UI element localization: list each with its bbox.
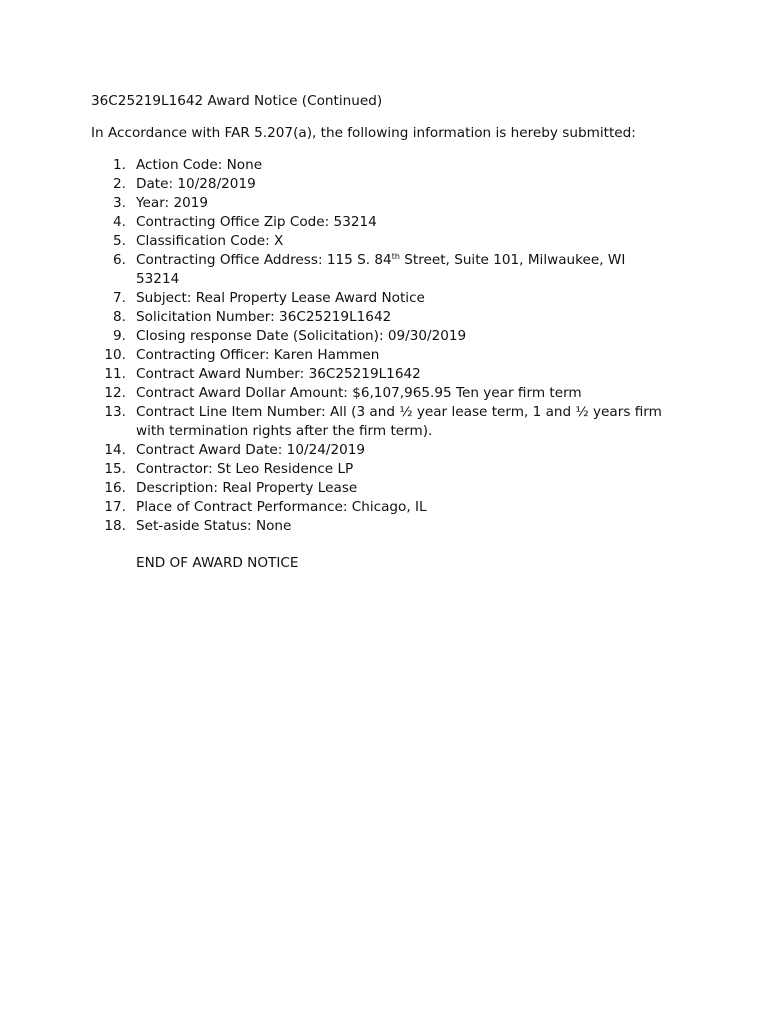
item-number: 8. xyxy=(113,309,126,325)
item-number: 10. xyxy=(104,347,126,363)
list-item xyxy=(91,403,691,441)
item-number: 1. xyxy=(113,157,126,173)
address-text-end: Street, Suite 101, Milwaukee, WI xyxy=(399,252,626,268)
item-text: Solicitation Number: 36C25219L1642 xyxy=(136,309,392,325)
item-text: Description: Real Property Lease xyxy=(136,480,358,496)
list-item xyxy=(91,460,691,479)
item-text: Contractor: St Leo Residence LP xyxy=(136,461,354,477)
item-number: 11. xyxy=(104,366,126,382)
address-text-start: Contracting Office Address: 115 S. 84 xyxy=(136,252,392,268)
list-item xyxy=(91,194,691,213)
list-item xyxy=(91,479,691,498)
item-number: 17. xyxy=(104,499,126,515)
item-number: 2. xyxy=(113,176,126,192)
item-text: Closing response Date (Solicitation): 09/30/2019 xyxy=(136,328,467,344)
item-text: Contract Award Date: 10/24/2019 xyxy=(136,442,366,458)
list-item xyxy=(91,498,691,517)
item-text: Contracting Officer: Karen Hammen xyxy=(136,347,380,363)
item-number: 7. xyxy=(113,290,126,306)
item-text: Contract Award Dollar Amount: $6,107,965.95 Ten year firm term xyxy=(136,385,582,401)
item-number: 18. xyxy=(104,518,126,534)
item-number: 5. xyxy=(113,233,126,249)
item-number: 6. xyxy=(113,252,126,268)
notice-heading: 36C25219L1642 Award Notice (Continued) xyxy=(91,93,383,109)
list-item xyxy=(91,441,691,460)
list-item xyxy=(91,232,691,251)
item-number: 13. xyxy=(104,404,126,420)
award-info-list xyxy=(91,156,691,536)
item-number: 14. xyxy=(104,442,126,458)
list-item xyxy=(91,327,691,346)
address-zip: 53214 xyxy=(136,271,180,287)
list-item xyxy=(91,346,691,365)
list-item xyxy=(91,289,691,308)
list-item xyxy=(91,517,691,536)
item-number: 16. xyxy=(104,480,126,496)
item-text: Contracting Office Zip Code: 53214 xyxy=(136,214,377,230)
item-text: Year: 2019 xyxy=(136,195,209,211)
line-item-text-start: Contract Line Item Number: All (3 and ½ year lease term, 1 and ½ years firm xyxy=(136,404,662,420)
list-item xyxy=(91,308,691,327)
item-text: Place of Contract Performance: Chicago, IL xyxy=(136,499,427,515)
list-item xyxy=(91,365,691,384)
item-text: Set-aside Status: None xyxy=(136,518,292,534)
list-item xyxy=(91,175,691,194)
item-text: Action Code: None xyxy=(136,157,263,173)
item-text: Contract Award Number: 36C25219L1642 xyxy=(136,366,421,382)
list-item xyxy=(91,156,691,175)
item-text xyxy=(136,251,625,289)
item-number: 12. xyxy=(104,385,126,401)
item-text: Date: 10/28/2019 xyxy=(136,176,256,192)
item-number: 4. xyxy=(113,214,126,230)
intro-paragraph: In Accordance with FAR 5.207(a), the following information is hereby submitted: xyxy=(91,125,636,141)
item-number: 9. xyxy=(113,328,126,344)
list-item xyxy=(91,213,691,232)
item-number: 3. xyxy=(113,195,126,211)
line-item-text-end: with termination rights after the firm term). xyxy=(136,423,433,439)
item-text: Classification Code: X xyxy=(136,233,284,249)
item-number: 15. xyxy=(104,461,126,477)
list-item xyxy=(91,251,691,289)
item-text: Subject: Real Property Lease Award Notice xyxy=(136,290,425,306)
ordinal-suffix: th xyxy=(391,252,400,261)
item-text xyxy=(136,403,662,441)
list-item xyxy=(91,384,691,403)
end-of-notice: END OF AWARD NOTICE xyxy=(136,555,299,571)
